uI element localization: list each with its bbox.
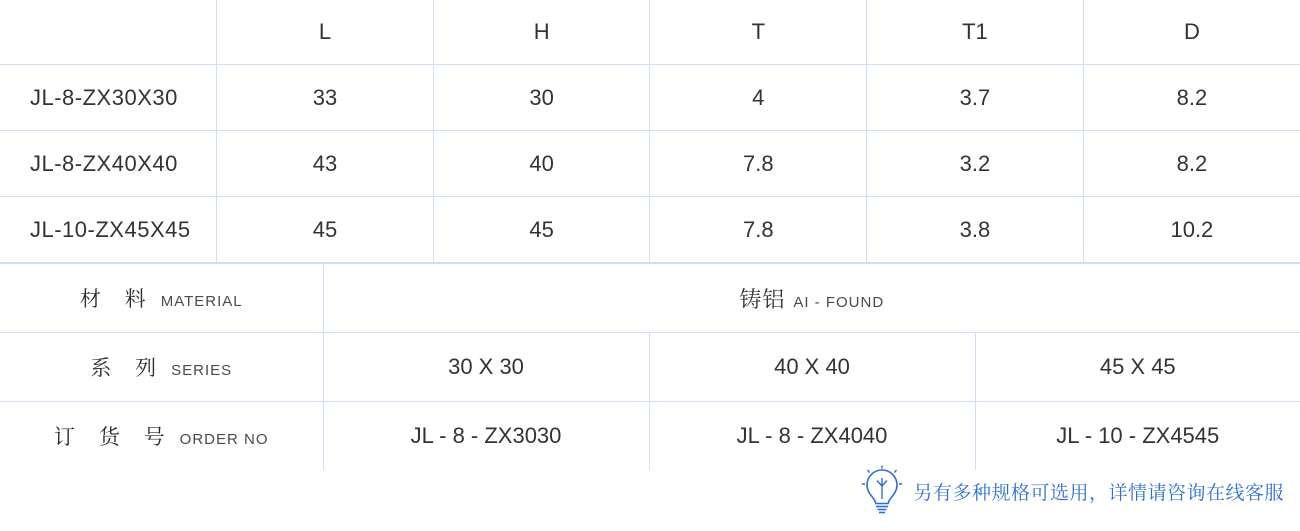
dimension-row-l: 33 <box>217 65 434 131</box>
dimension-row-model: JL-10-ZX45X45 <box>0 197 217 263</box>
dimension-row-model: JL-8-ZX30X30 <box>0 65 217 131</box>
order-no-value-2: JL - 8 - ZX4040 <box>649 402 975 471</box>
dimension-header-blank <box>0 0 217 65</box>
order-no-label-cn: 订 货 号 <box>53 426 174 449</box>
specification-table <box>0 263 1300 470</box>
series-label-cell <box>0 333 323 402</box>
material-label-cn: 材 料 <box>79 288 155 311</box>
dimension-table-header-row <box>0 0 1300 65</box>
dimension-row-t1: 3.8 <box>867 197 1084 263</box>
dimension-row-h: 30 <box>433 65 650 131</box>
footer-note <box>861 465 1284 517</box>
dimension-header-h: H <box>433 0 650 65</box>
order-no-label-cell <box>0 402 323 471</box>
dimension-header-t: T <box>650 0 867 65</box>
material-label-en: MATERIAL <box>160 293 243 310</box>
dimension-table <box>0 0 1300 263</box>
material-value-cn: 铸铝 <box>739 286 786 312</box>
dimension-header-t1: T1 <box>867 0 1084 65</box>
series-value-1: 30 X 30 <box>323 333 649 402</box>
lightbulb-icon <box>861 465 903 517</box>
dimension-row-t1: 3.2 <box>867 131 1084 197</box>
dimension-row-t: 7.8 <box>650 197 867 263</box>
dimension-row-d: 8.2 <box>1083 131 1300 197</box>
order-no-row <box>0 402 1300 471</box>
material-value-en: AI - FOUND <box>793 293 885 311</box>
dimension-row-t: 7.8 <box>650 131 867 197</box>
footer-note-text: 另有多种规格可选用，详情请咨询在线客服 <box>913 482 1284 504</box>
dimension-row-h: 45 <box>433 197 650 263</box>
table-row <box>0 131 1300 197</box>
dimension-header-l: L <box>217 0 434 65</box>
order-no-label-en: ORDER NO <box>179 431 269 448</box>
table-row <box>0 65 1300 131</box>
dimension-row-l: 45 <box>217 197 434 263</box>
order-no-value-3: JL - 10 - ZX4545 <box>975 402 1300 471</box>
material-label-cell <box>0 264 323 333</box>
series-value-3: 45 X 45 <box>975 333 1300 402</box>
dimension-row-t: 4 <box>650 65 867 131</box>
dimension-row-l: 43 <box>217 131 434 197</box>
dimension-row-d: 8.2 <box>1083 65 1300 131</box>
series-label-en: SERIES <box>171 362 233 379</box>
material-value-cell <box>323 264 1300 333</box>
order-no-value-1: JL - 8 - ZX3030 <box>323 402 649 471</box>
dimension-row-d: 10.2 <box>1083 197 1300 263</box>
series-row <box>0 333 1300 402</box>
table-row <box>0 197 1300 263</box>
dimension-row-t1: 3.7 <box>867 65 1084 131</box>
dimension-row-h: 40 <box>433 131 650 197</box>
dimension-row-model: JL-8-ZX40X40 <box>0 131 217 197</box>
series-value-2: 40 X 40 <box>649 333 975 402</box>
material-row <box>0 264 1300 333</box>
dimension-header-d: D <box>1083 0 1300 65</box>
series-label-cn: 系 列 <box>90 357 166 380</box>
